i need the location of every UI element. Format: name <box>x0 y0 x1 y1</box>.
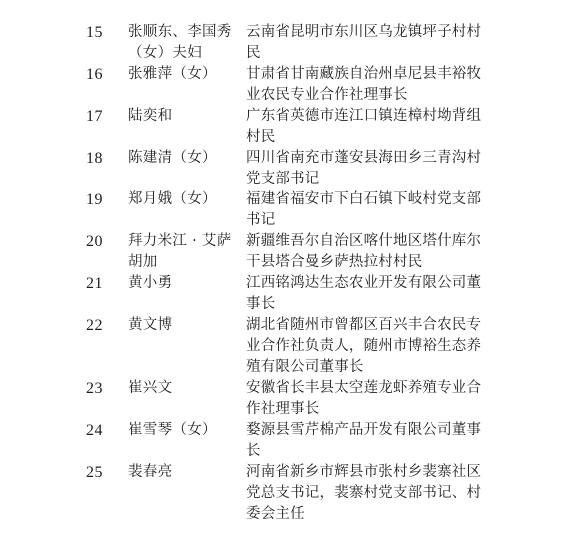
entry-number: 22 <box>86 317 103 334</box>
person-name: 拜力米江 · 艾萨 胡加 <box>128 233 232 270</box>
person-name: 崔雪琴（女） <box>128 422 217 438</box>
organization: 新疆维吾尔自治区喀什地区塔什库尔 干县塔合曼乡萨热拉村村民 <box>246 233 482 270</box>
entry-number: 17 <box>86 108 103 125</box>
entry-number: 18 <box>86 150 103 167</box>
entry-number: 15 <box>86 24 103 41</box>
organization: 安徽省长丰县太空莲龙虾养殖专业合 作社理事长 <box>246 380 482 417</box>
entry-number: 19 <box>86 191 103 208</box>
person-name: 张顺东、李国秀 （女）夫妇 <box>128 24 232 61</box>
person-name: 陈建清（女） <box>128 150 217 166</box>
entry-number: 20 <box>86 233 103 250</box>
organization: 江西铭鸿达生态农业开发有限公司董 事长 <box>246 275 482 312</box>
person-name: 裴春亮 <box>128 464 173 480</box>
entry-number: 25 <box>86 464 103 481</box>
person-name: 郑月娥（女） <box>128 191 217 207</box>
organization: 河南省新乡市辉县市张村乡裴寨社区 党总支书记，裴寨村党支部书记、村 委会主任 <box>246 464 482 522</box>
person-name: 黄文博 <box>128 317 173 333</box>
organization: 婺源县雪芹棉产品开发有限公司董事 长 <box>246 422 482 459</box>
organization: 福建省福安市下白石镇下岐村党支部 书记 <box>246 191 482 228</box>
person-name: 崔兴文 <box>128 380 173 396</box>
person-name: 陆奕和 <box>128 108 173 124</box>
entry-number: 21 <box>86 275 103 292</box>
organization: 湖北省随州市曾都区百兴丰合农民专 业合作社负责人，随州市博裕生态养 殖有限公司董事长 <box>246 317 482 375</box>
organization: 广东省英德市连江口镇连樟村坳背组 村民 <box>246 108 482 145</box>
entry-number: 16 <box>86 66 103 83</box>
person-name: 张雅萍（女） <box>128 66 217 82</box>
organization: 甘肃省甘南藏族自治州卓尼县丰裕牧 业农民专业合作社理事长 <box>246 66 482 103</box>
organization: 云南省昆明市东川区乌龙镇坪子村村 民 <box>246 24 482 61</box>
person-name: 黄小勇 <box>128 275 173 291</box>
entry-number: 23 <box>86 380 103 397</box>
organization: 四川省南充市蓬安县海田乡三青沟村 党支部书记 <box>246 150 482 187</box>
entry-number: 24 <box>86 422 103 439</box>
